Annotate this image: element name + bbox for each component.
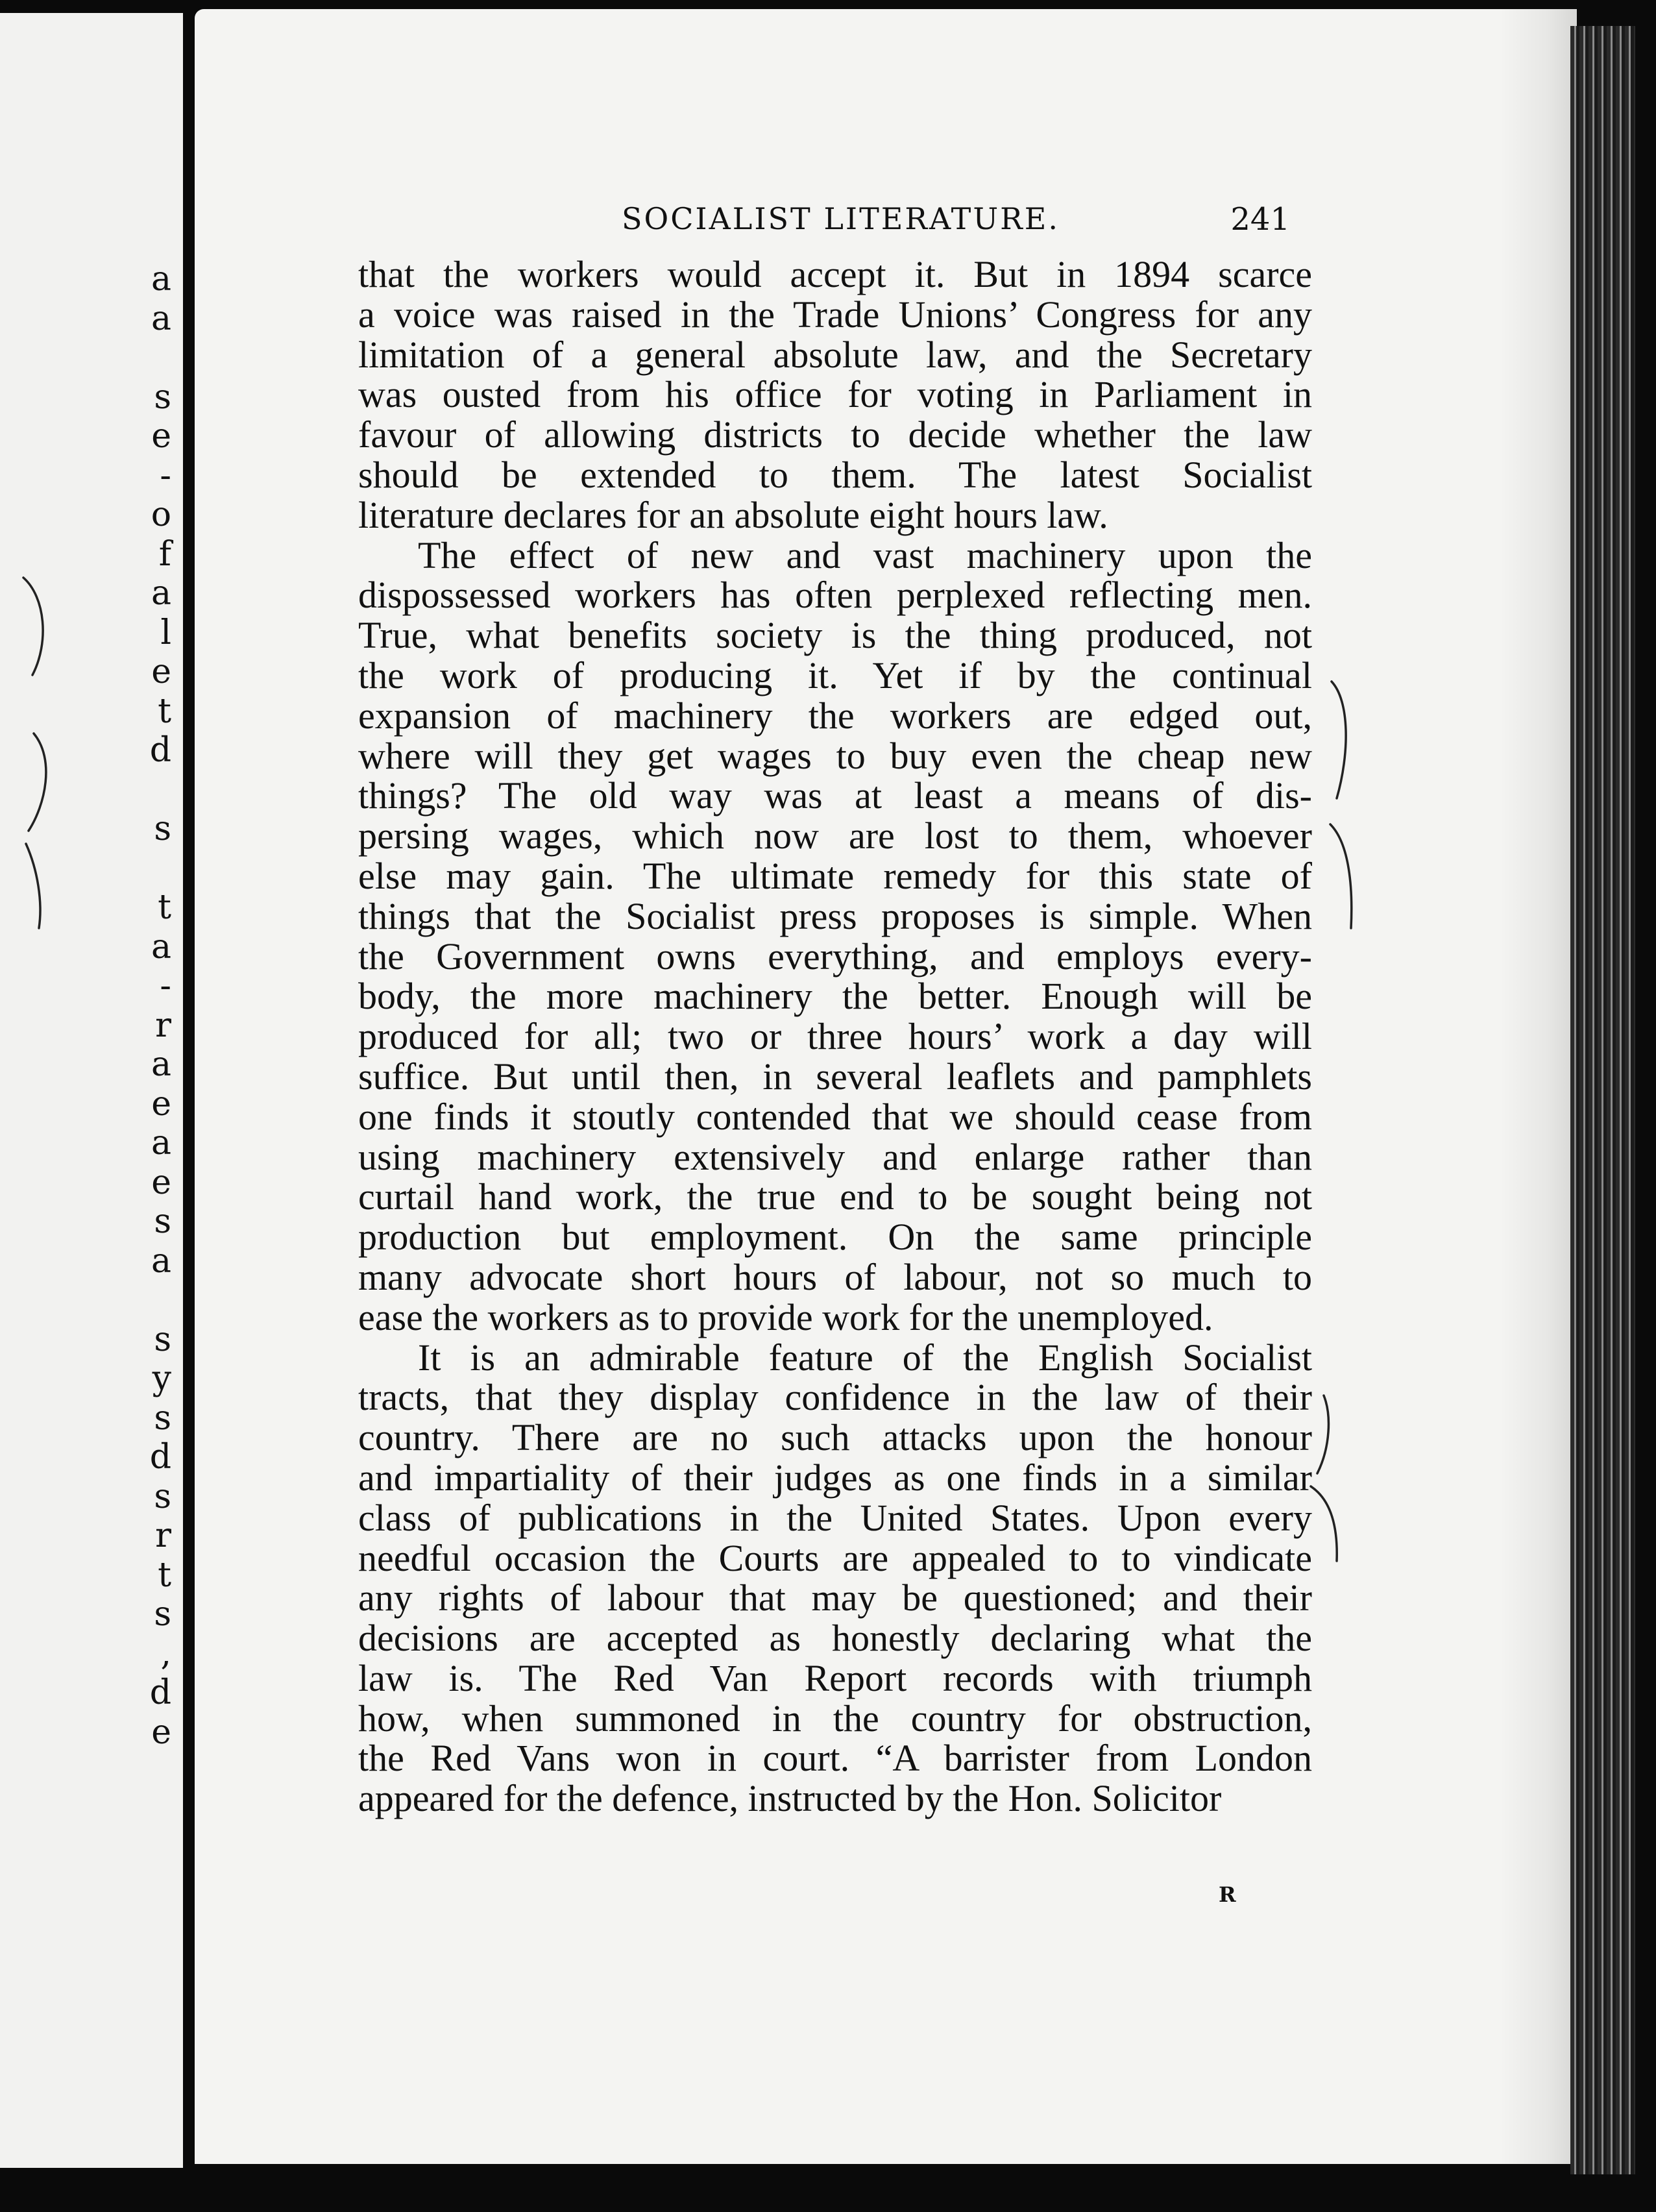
previous-page-line-ending: , xyxy=(160,1634,171,1673)
text-line: body, the more machinery the better. Enough will be xyxy=(358,975,1312,1018)
previous-page-line-ending: f xyxy=(158,534,171,574)
text-line: production but employment. On the same principle xyxy=(358,1216,1312,1259)
previous-page-line-ending xyxy=(145,849,171,889)
previous-page-line-ending: s xyxy=(154,1320,171,1359)
previous-page-line-ending xyxy=(145,338,171,378)
text-line: tracts, that they display confidence in the law of their xyxy=(358,1376,1312,1419)
text-line: dispossessed workers has often perplexed reflecting men. xyxy=(358,574,1312,617)
text-line: any rights of labour that may be questioned; and their xyxy=(358,1577,1312,1619)
text-line: country. There are no such attacks upon the honour xyxy=(358,1416,1312,1459)
paragraph xyxy=(358,254,1312,535)
text-line: where will they get wages to buy even the cheap new xyxy=(358,734,1312,777)
text-line: many advocate short hours of labour, not so much to xyxy=(358,1255,1312,1298)
text-line: limitation of a general absolute law, and the Secretary xyxy=(358,333,1312,376)
text-line: decisions are accepted as honestly declaring what the xyxy=(358,1617,1312,1660)
text-line: law is. The Red Van Report records with triumph xyxy=(358,1656,1312,1699)
text-line: a voice was raised in the Trade Unions’ Congress for any xyxy=(358,293,1312,336)
text-line: favour of allowing districts to decide whether the law xyxy=(358,413,1312,456)
text-line: how, when summoned in the country for obstruction, xyxy=(358,1697,1312,1739)
previous-page-line-ending: - xyxy=(160,966,171,1005)
previous-page-line-ending: a xyxy=(151,1124,171,1162)
previous-page-line-ending: e xyxy=(151,417,171,456)
text-line: the Red Vans won in court. “A barrister from London xyxy=(358,1737,1312,1780)
previous-page-line-ending: e xyxy=(151,1712,171,1752)
text-line: curtail hand work, the true end to be sought being not xyxy=(358,1175,1312,1218)
previous-page-line-ending: a xyxy=(151,260,171,299)
text-line: should be extended to them. The latest Socialist xyxy=(358,453,1312,496)
previous-page-line-ending: a xyxy=(151,927,171,966)
previous-page-line-ending: s xyxy=(154,809,171,848)
text-line: using machinery extensively and enlarge rather than xyxy=(358,1135,1312,1178)
previous-page-line-ending: y xyxy=(152,1359,171,1398)
previous-page-line-ending: t xyxy=(158,888,171,927)
text-line: that the workers would accept it. But in 1894 scarce xyxy=(358,253,1312,295)
previous-page-line-ending: s xyxy=(154,377,171,417)
paragraph xyxy=(358,535,1312,1338)
previous-page-line-ending: a xyxy=(151,574,171,613)
pencil-margin-bracket-lower xyxy=(1304,1389,1363,1571)
previous-page-line-ending: - xyxy=(160,456,171,495)
previous-page-line-ending: e xyxy=(151,652,171,691)
text-line: one finds it stoutly contended that we should cease from xyxy=(358,1095,1312,1138)
pencil-bracket-mark xyxy=(19,571,58,935)
paragraph xyxy=(358,1338,1312,1819)
previous-page-line-ending: e xyxy=(151,1162,171,1202)
page-edge-shadow xyxy=(1499,9,1577,2164)
previous-page-line-ending: l xyxy=(160,613,171,652)
previous-page-line-ending: r xyxy=(155,1005,171,1045)
text-line: It is an admirable feature of the English Socialist xyxy=(418,1336,1312,1379)
text-line: the Government owns everything, and employs every- xyxy=(358,935,1312,977)
text-line: appeared for the defence, instructed by the Hon. Solicitor xyxy=(358,1777,1222,1820)
previous-page-line-ending: r xyxy=(155,1516,171,1555)
previous-page-line-ending xyxy=(145,1281,171,1320)
pencil-margin-bracket-upper xyxy=(1324,675,1382,935)
page-stack-edge xyxy=(1570,26,1635,2174)
text-line: was ousted from his office for voting in Parliament in xyxy=(358,373,1312,416)
page-number: 241 xyxy=(1230,201,1290,238)
previous-page-line-ending: e xyxy=(151,1084,171,1124)
text-line: expansion of machinery the workers are edged out, xyxy=(358,694,1312,737)
previous-page-line-ending: s xyxy=(154,1477,171,1516)
text-line: suffice. But until then, in several leaflets and pamphlets xyxy=(358,1055,1312,1098)
signature-mark: R xyxy=(1219,1882,1236,1907)
running-header xyxy=(622,195,1316,247)
previous-page-line-ending: d xyxy=(149,731,171,770)
text-line: produced for all; two or three hours’ work a day will xyxy=(358,1015,1312,1058)
text-line: literature declares for an absolute eight hours law. xyxy=(358,493,1108,536)
text-line: persing wages, which now are lost to them, whoever xyxy=(358,815,1312,857)
page-body-text xyxy=(358,254,1312,1819)
previous-page-line-ending: a xyxy=(151,299,171,338)
text-line: needful occasion the Courts are appealed to to vindicate xyxy=(358,1536,1312,1579)
previous-page-line-ending: a xyxy=(151,1241,171,1281)
previous-page-edge xyxy=(0,13,189,2168)
previous-page-line-ending xyxy=(145,770,171,810)
text-line: else may gain. The ultimate remedy for this state of xyxy=(358,854,1312,897)
text-line: True, what benefits society is the thing produced, not xyxy=(358,614,1312,657)
previous-page-line-ending: d xyxy=(149,1438,171,1477)
previous-page-line-ending: o xyxy=(151,495,171,534)
previous-page-line-ending: s xyxy=(154,1398,171,1438)
previous-page-line-ending: t xyxy=(158,1555,171,1595)
text-line: class of publications in the United States. Upon every xyxy=(358,1496,1312,1539)
text-line: the work of producing it. Yet if by the continual xyxy=(358,654,1312,696)
previous-page-line-ending: d xyxy=(149,1673,171,1712)
previous-page-line-ending: s xyxy=(154,1202,171,1241)
previous-page-line-ending: t xyxy=(158,691,171,731)
text-line: and impartiality of their judges as one finds in a similar xyxy=(358,1456,1312,1499)
running-title: SOCIALIST LITERATURE. xyxy=(622,201,1060,236)
text-line: things? The old way was at least a means of dis- xyxy=(358,774,1312,817)
previous-page-line-ending: a xyxy=(151,1045,171,1084)
previous-page-line-endings xyxy=(145,260,171,1752)
text-line: The effect of new and vast machinery upon the xyxy=(418,534,1312,576)
previous-page-line-ending: s xyxy=(154,1595,171,1634)
text-line: things that the Socialist press proposes is simple. When xyxy=(358,894,1312,937)
text-line: ease the workers as to provide work for the unemployed. xyxy=(358,1296,1213,1338)
